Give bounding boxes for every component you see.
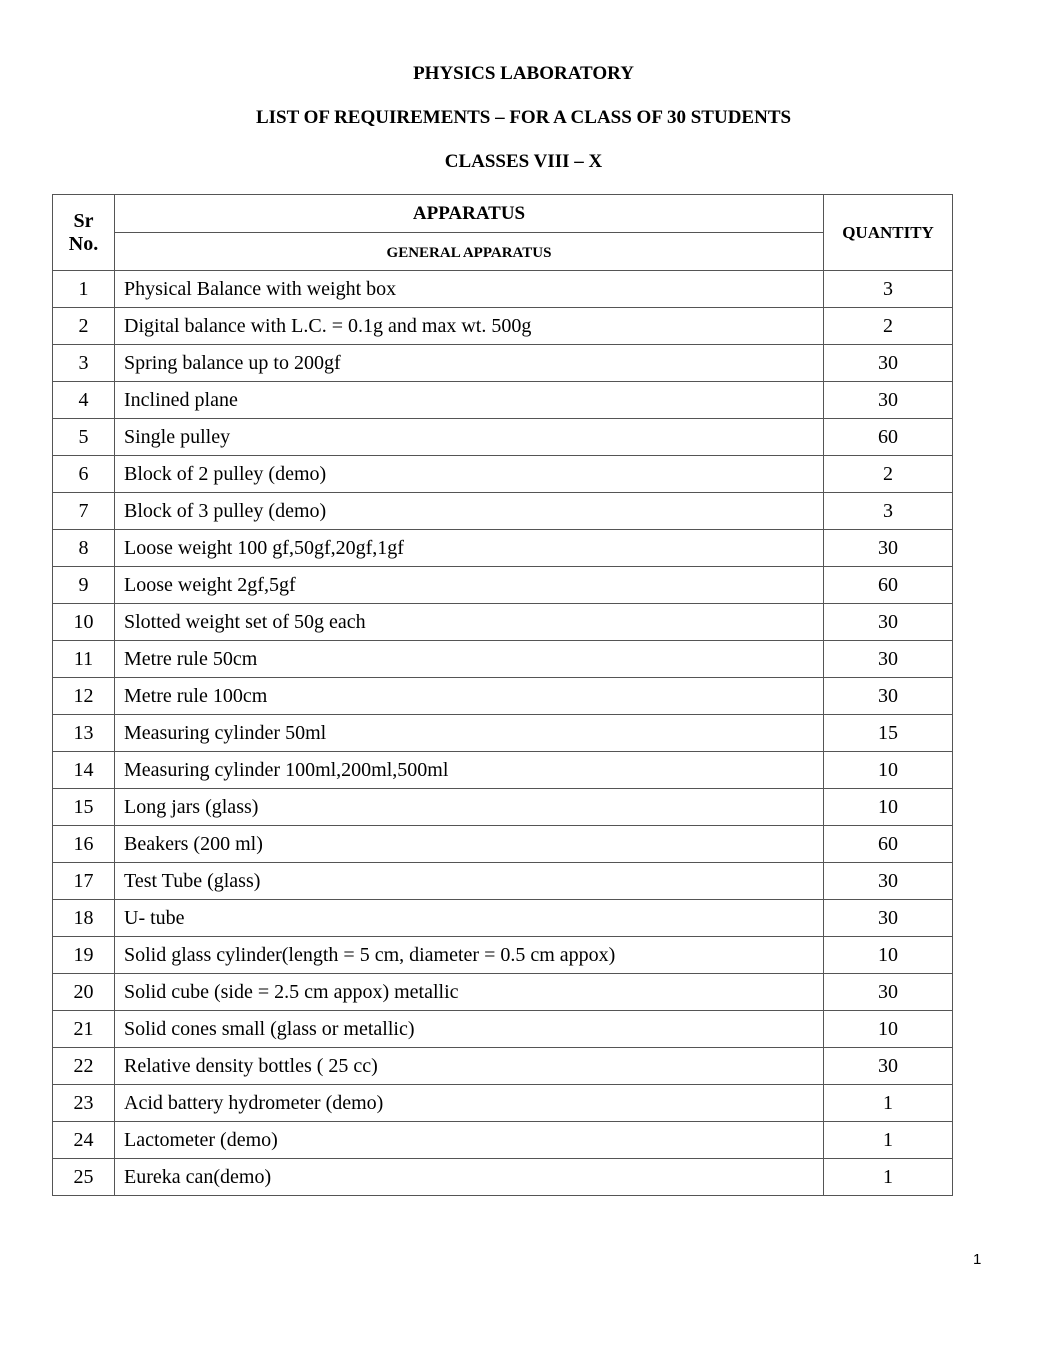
general-apparatus-header: GENERAL APPARATUS	[115, 233, 824, 271]
row-quantity: 30	[824, 641, 953, 678]
row-sr-no: 19	[53, 937, 115, 974]
row-apparatus: Slotted weight set of 50g each	[115, 604, 824, 641]
row-sr-no: 12	[53, 678, 115, 715]
sr-header-line2: No.	[68, 232, 99, 255]
sr-no-header	[53, 195, 115, 271]
row-quantity: 10	[824, 937, 953, 974]
row-apparatus: Solid glass cylinder(length = 5 cm, diameter = 0.5 cm appox)	[115, 937, 824, 974]
row-sr-no: 5	[53, 419, 115, 456]
table-row	[53, 419, 953, 456]
row-sr-no: 17	[53, 863, 115, 900]
page-title: PHYSICS LABORATORY	[413, 63, 634, 84]
row-quantity: 10	[824, 1011, 953, 1048]
row-sr-no: 18	[53, 900, 115, 937]
row-sr-no: 22	[53, 1048, 115, 1085]
row-quantity: 30	[824, 604, 953, 641]
row-sr-no: 14	[53, 752, 115, 789]
row-apparatus: Metre rule 100cm	[115, 678, 824, 715]
row-apparatus: Block of 3 pulley (demo)	[115, 493, 824, 530]
table-row	[53, 604, 953, 641]
table-row	[53, 974, 953, 1011]
apparatus-header: APPARATUS	[115, 195, 824, 233]
row-quantity: 30	[824, 900, 953, 937]
row-sr-no: 3	[53, 345, 115, 382]
row-apparatus: Loose weight 2gf,5gf	[115, 567, 824, 604]
row-quantity: 2	[824, 456, 953, 493]
table-row	[53, 1159, 953, 1196]
table-row	[53, 863, 953, 900]
row-sr-no: 11	[53, 641, 115, 678]
row-sr-no: 25	[53, 1159, 115, 1196]
row-sr-no: 23	[53, 1085, 115, 1122]
table-row	[53, 1011, 953, 1048]
table-row	[53, 826, 953, 863]
row-quantity: 2	[824, 308, 953, 345]
row-apparatus: U- tube	[115, 900, 824, 937]
table-row	[53, 789, 953, 826]
row-apparatus: Metre rule 50cm	[115, 641, 824, 678]
row-apparatus: Test Tube (glass)	[115, 863, 824, 900]
row-sr-no: 2	[53, 308, 115, 345]
row-apparatus: Acid battery hydrometer (demo)	[115, 1085, 824, 1122]
row-sr-no: 16	[53, 826, 115, 863]
row-quantity: 10	[824, 789, 953, 826]
table-row	[53, 382, 953, 419]
row-apparatus: Beakers (200 ml)	[115, 826, 824, 863]
table-row	[53, 308, 953, 345]
row-quantity: 30	[824, 678, 953, 715]
row-quantity: 30	[824, 1048, 953, 1085]
table-row	[53, 1085, 953, 1122]
row-sr-no: 8	[53, 530, 115, 567]
row-sr-no: 1	[53, 271, 115, 308]
row-apparatus: Relative density bottles ( 25 cc)	[115, 1048, 824, 1085]
table-row	[53, 1048, 953, 1085]
row-quantity: 60	[824, 567, 953, 604]
row-quantity: 1	[824, 1085, 953, 1122]
row-quantity: 3	[824, 493, 953, 530]
table-row	[53, 900, 953, 937]
row-apparatus: Measuring cylinder 100ml,200ml,500ml	[115, 752, 824, 789]
row-apparatus: Solid cube (side = 2.5 cm appox) metallic	[115, 974, 824, 1011]
quantity-header: QUANTITY	[824, 195, 953, 271]
row-apparatus: Solid cones small (glass or metallic)	[115, 1011, 824, 1048]
row-quantity: 30	[824, 863, 953, 900]
row-quantity: 3	[824, 271, 953, 308]
header-row	[53, 195, 953, 233]
row-quantity: 15	[824, 715, 953, 752]
row-apparatus: Digital balance with L.C. = 0.1g and max wt. 500g	[115, 308, 824, 345]
table-body	[53, 271, 953, 1196]
row-sr-no: 21	[53, 1011, 115, 1048]
row-apparatus: Lactometer (demo)	[115, 1122, 824, 1159]
row-quantity: 1	[824, 1159, 953, 1196]
row-sr-no: 7	[53, 493, 115, 530]
row-quantity: 60	[824, 826, 953, 863]
row-sr-no: 6	[53, 456, 115, 493]
row-apparatus: Loose weight 100 gf,50gf,20gf,1gf	[115, 530, 824, 567]
row-apparatus: Long jars (glass)	[115, 789, 824, 826]
row-apparatus: Eureka can(demo)	[115, 1159, 824, 1196]
row-apparatus: Measuring cylinder 50ml	[115, 715, 824, 752]
row-sr-no: 13	[53, 715, 115, 752]
row-apparatus: Single pulley	[115, 419, 824, 456]
row-quantity: 60	[824, 419, 953, 456]
table-row	[53, 937, 953, 974]
table-row	[53, 1122, 953, 1159]
table-row	[53, 493, 953, 530]
table-row	[53, 715, 953, 752]
table-row	[53, 530, 953, 567]
row-quantity: 10	[824, 752, 953, 789]
row-apparatus: Inclined plane	[115, 382, 824, 419]
table-row	[53, 456, 953, 493]
row-sr-no: 4	[53, 382, 115, 419]
row-sr-no: 10	[53, 604, 115, 641]
row-sr-no: 24	[53, 1122, 115, 1159]
page-subtitle: LIST OF REQUIREMENTS – FOR A CLASS OF 30 STUDENTS	[255, 107, 792, 128]
table-row	[53, 752, 953, 789]
table-row	[53, 271, 953, 308]
row-sr-no: 20	[53, 974, 115, 1011]
requirements-table	[52, 194, 953, 1196]
table-row	[53, 567, 953, 604]
row-apparatus: Physical Balance with weight box	[115, 271, 824, 308]
row-sr-no: 9	[53, 567, 115, 604]
row-quantity: 30	[824, 974, 953, 1011]
row-quantity: 1	[824, 1122, 953, 1159]
table-row	[53, 678, 953, 715]
subheader-row	[53, 233, 953, 271]
row-quantity: 30	[824, 530, 953, 567]
table-row	[53, 641, 953, 678]
row-apparatus: Spring balance up to 200gf	[115, 345, 824, 382]
row-quantity: 30	[824, 345, 953, 382]
table-row	[53, 345, 953, 382]
row-sr-no: 15	[53, 789, 115, 826]
sr-header-line1: Sr	[73, 209, 94, 232]
row-apparatus: Block of 2 pulley (demo)	[115, 456, 824, 493]
classes-heading: CLASSES VIII – X	[444, 151, 603, 172]
row-quantity: 30	[824, 382, 953, 419]
page-number: 1	[973, 1251, 982, 1268]
